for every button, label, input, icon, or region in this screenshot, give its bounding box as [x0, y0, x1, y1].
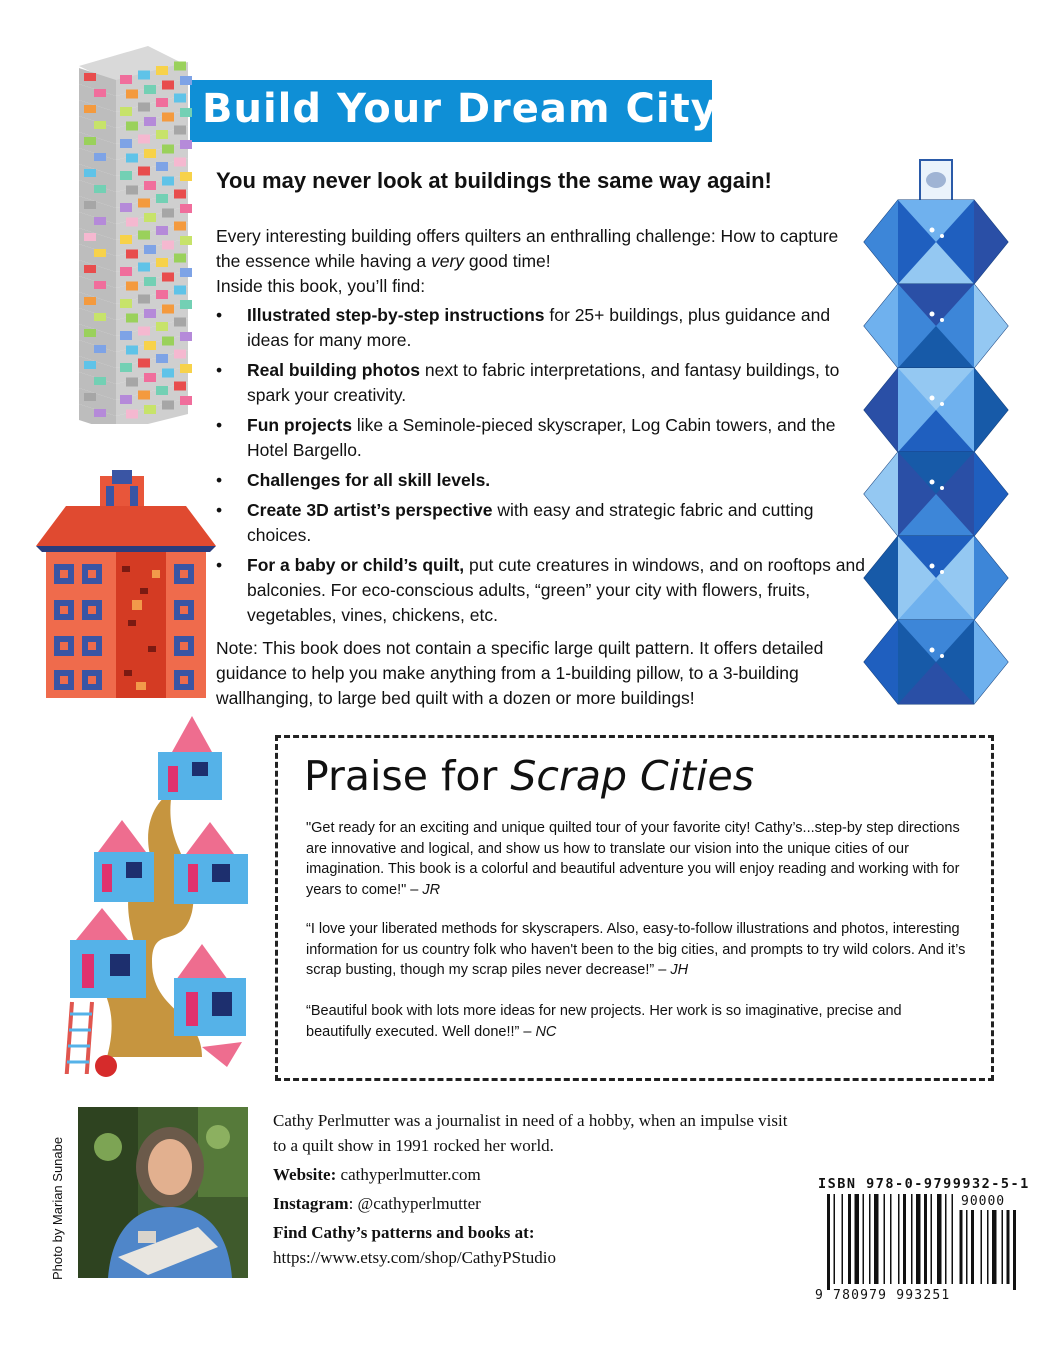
quote-text: “Beautiful book with lots more ideas for new projects. Her work is so imaginative, precise and beautifully executed. Well done!!” –: [306, 1003, 902, 1040]
quote-initials: JR: [422, 881, 441, 898]
list-item: [216, 358, 876, 408]
instagram-handle[interactable]: : @cathyperlmutter: [348, 1194, 481, 1213]
feature-text: put cute creatures in windows, and on rooftops and balconies. For eco-conscious adults, “green” your city with flowers, fruits, vegetables, vines, chickens, etc.: [247, 555, 865, 625]
bullet: •: [216, 415, 223, 435]
website-line: [273, 1162, 793, 1187]
photo-credit-text: Photo by Marian Sunabe: [50, 1136, 65, 1280]
feature-bold: Challenges for all skill levels.: [247, 470, 491, 490]
bullet: •: [216, 470, 223, 490]
author-bio: [273, 1108, 793, 1270]
bio-text: Cathy Perlmutter was a journalist in need of a hobby, when an impulse visit to a quilt show in 1991 rocked her world.: [273, 1111, 788, 1155]
instagram-label: Instagram: [273, 1194, 349, 1213]
blue-column-quilt-image: [862, 158, 1010, 706]
intro-emphasis: very: [431, 251, 465, 271]
subheading: You may never look at buildings the same way again!: [216, 168, 772, 193]
skyscraper-quilt-image: [76, 44, 194, 424]
feature-list: [216, 303, 876, 633]
praise-heading-text: Praise for: [304, 752, 511, 800]
bullet: •: [216, 500, 223, 520]
bullet: •: [216, 305, 223, 325]
isbn-label: ISBN 978-0-9799932-5-1: [818, 1176, 1030, 1192]
praise-quote: [306, 818, 966, 900]
praise-book-title: Scrap Cities: [510, 752, 755, 800]
shop-label: Find Cathy’s patterns and books at:: [273, 1223, 535, 1242]
treehouse-quilt-image: [52, 712, 274, 1087]
author-photo: [78, 1107, 248, 1278]
list-item: [216, 413, 876, 463]
feature-bold: For a baby or child’s quilt,: [247, 555, 465, 575]
list-item: [216, 468, 876, 493]
list-item: [216, 553, 876, 628]
feature-bold: Fun projects: [247, 415, 353, 435]
feature-text: next to fabric interpretations, and fantasy buildings, to spark your creativity.: [247, 360, 840, 405]
intro-text-2: good time!: [464, 251, 551, 271]
intro-text-1: Every interesting building offers quilters an enthralling challenge: How to capture the essence while having a: [216, 226, 839, 271]
praise-quote: [306, 919, 966, 981]
quote-initials: NC: [535, 1023, 557, 1040]
barcode-digits: 9 780979 993251: [815, 1288, 951, 1302]
list-item: [216, 498, 876, 548]
quote-text: “I love your liberated methods for skyscrapers. Also, easy-to-follow illustrations and photos, interesting information for us country folk who haven't been to the big cities, and prompts to try wild colors. And it’s scrap busting, though my scrap piles never decrease!” –: [306, 921, 966, 978]
title-banner: [190, 80, 738, 142]
website-link[interactable]: cathyperlmutter.com: [340, 1165, 481, 1184]
quote-initials: JH: [670, 962, 689, 978]
feature-text: like a Seminole-pieced skyscraper, Log Cabin towers, and the Hotel Bargello.: [247, 415, 836, 460]
shop-line: [273, 1220, 793, 1245]
photo-credit: [50, 1110, 76, 1280]
price-code: 90000: [961, 1194, 1006, 1209]
website-label: Website:: [273, 1165, 337, 1184]
praise-quote: [306, 1001, 966, 1042]
quote-text: "Get ready for an exciting and unique quilted tour of your favorite city! Cathy’s...step-by step directions are innovative and logical, and show us how to translate our vision into the unique cities of our imagination. This book is a colorful and beautiful adventure you will enjoy reading and working with for years to come!" –: [306, 820, 960, 898]
feature-bold: Real building photos: [247, 360, 421, 380]
instagram-line: [273, 1191, 793, 1216]
intro-find-line: Inside this book, you’ll find:: [216, 276, 426, 296]
intro-paragraph: [216, 224, 856, 299]
feature-text: for 25+ buildings, plus guidance and ideas for many more.: [247, 305, 831, 350]
feature-text: with easy and strategic fabric and cutting choices.: [247, 500, 814, 545]
shop-link[interactable]: https://www.etsy.com/shop/CathyPStudio: [273, 1248, 557, 1267]
page-title: Build Your Dream City!: [202, 86, 738, 132]
list-item: [216, 303, 876, 353]
feature-bold: Create 3D artist’s perspective: [247, 500, 493, 520]
bullet: •: [216, 360, 223, 380]
red-house-quilt-image: [36, 470, 218, 698]
note-paragraph: Note: This book does not contain a specific large quilt pattern. It offers detailed guidance to help you make anything from a 1-building pillow, to a 3-building wallhanging, to large bed quilt with a dozen or more buildings!: [216, 638, 824, 708]
feature-bold: Illustrated step-by-step instructions: [247, 305, 545, 325]
bullet: •: [216, 555, 223, 575]
praise-heading: [304, 752, 754, 800]
